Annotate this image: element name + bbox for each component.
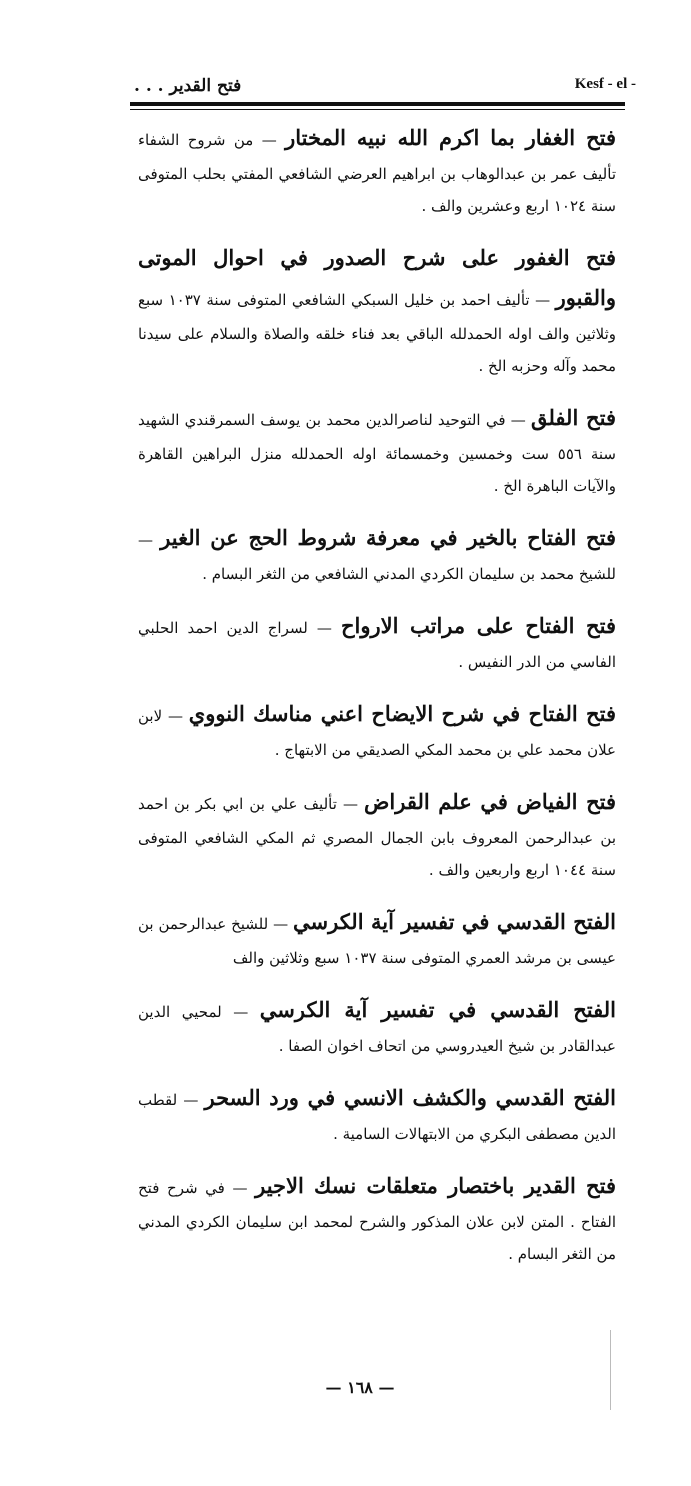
entry-body: تأليف علي بن ابي بكر بن احمد بن عبدالرحمن المعروف بابن الجمال المصري ثم المكي الشافعي المتوفى سنة ١٠٤٤ اربع واربعين والف .	[138, 795, 616, 879]
entry-separator: —	[138, 531, 161, 549]
entry-separator: —	[505, 411, 531, 429]
entry-title: الفتح القدسي في تفسير آية الكرسي	[293, 909, 617, 934]
entry-separator: —	[336, 795, 365, 813]
entry	[138, 518, 616, 590]
entry	[138, 990, 616, 1062]
entry	[138, 238, 616, 382]
entries-column	[138, 118, 616, 1286]
entry	[138, 782, 616, 886]
entry	[138, 694, 616, 766]
entry-body: في شرح فتح الفتاح . المتن لابن علان المذكور والشرح لمحمد ابن سليمان الكردي المدني من الثغر البسام .	[138, 1179, 616, 1263]
entry-body: من شروح الشفاء تأليف عمر بن عبدالوهاب بن ابراهيم العرضي الشافعي المفتي بحلب المتوفى سنة ١٠٢٤ اربع وعشرين والف .	[138, 131, 616, 215]
entry-separator: —	[529, 291, 556, 309]
page-edge-mark	[610, 1330, 611, 1410]
entry-body: للشيخ عبدالرحمن بن عيسى بن مرشد العمري المتوفى سنة ١٠٣٧ سبع وثلاثين والف	[138, 915, 616, 967]
entry-title: فتح الفتاح على مراتب الارواح	[340, 613, 616, 638]
entry-title: الفتح القدسي والكشف الانسي في ورد السحر	[204, 1085, 616, 1110]
page-header	[130, 70, 636, 104]
entry-body: لقطب الدين مصطفى البكري من الابتهالات السامية .	[138, 1091, 616, 1143]
header-rule-thin	[130, 109, 625, 110]
entry	[138, 902, 616, 974]
entry-separator: —	[221, 1003, 260, 1021]
entry-body: تأليف احمد بن خليل السبكي الشافعي المتوفى سنة ١٠٣٧ سبع وثلاثين والف اوله الحمدلله الباقي بعد فناء خلقه والصلاة والسلام على سيدنا محمد وآله وحزبه الخ .	[138, 291, 616, 375]
entry-title: فتح الفلق	[530, 405, 616, 430]
entry	[138, 1166, 616, 1270]
entry-title: فتح الغفار بما اكرم الله نبيه المختار	[285, 125, 617, 150]
entry-separator: —	[224, 1179, 256, 1197]
running-title: فتح القدير . . .	[134, 76, 242, 96]
entry-separator: —	[307, 619, 341, 637]
entry-title: فتح الفتاح في شرح الايضاح اعني مناسك النووي	[188, 701, 616, 726]
entry	[138, 398, 616, 502]
entry-title: فتح الغفور على شرح الصدور في احوال الموتى والقبور	[138, 245, 616, 310]
entry-title: فتح الفياض في علم القراض	[364, 789, 616, 814]
entry	[138, 606, 616, 678]
header-rule-thick	[130, 102, 625, 106]
entry-body: في التوحيد لناصرالدين محمد بن يوسف السمرقندي الشهيد سنة ٥٥٦ ست وخمسين وخمسمائة اوله الحمدلله منزل البراهين القاهرة والآيات الباهرة الخ .	[138, 411, 616, 495]
entry	[138, 1078, 616, 1150]
entry-separator: —	[268, 915, 294, 933]
entry	[138, 118, 616, 222]
entry-title: الفتح القدسي في تفسير آية الكرسي	[259, 997, 617, 1022]
entry-separator: —	[253, 131, 286, 149]
entry-body: لمحيي الدين عبدالقادر بن شيخ العيدروسي من اتحاف اخوان الصفا .	[138, 1003, 616, 1055]
page-number: — ١٦٨ —	[325, 1378, 395, 1397]
entry-separator: —	[177, 1091, 205, 1109]
entry-title: فتح الفتاح بالخير في معرفة شروط الحج عن الغير	[160, 525, 616, 550]
entry-body: لسراج الدين احمد الحلبي الفاسي من الدر النفيس .	[138, 619, 616, 671]
section-label: Kesf - el -	[574, 76, 636, 92]
entry-body: لابن علان محمد علي بن محمد المكي الصديقي من الابتهاج .	[138, 707, 616, 759]
entry-title: فتح القدير باختصار متعلقات نسك الاجير	[255, 1173, 616, 1198]
entry-body: للشيخ محمد بن سليمان الكردي المدني الشافعي من الثغر البسام .	[202, 565, 616, 583]
entry-separator: —	[162, 707, 189, 725]
